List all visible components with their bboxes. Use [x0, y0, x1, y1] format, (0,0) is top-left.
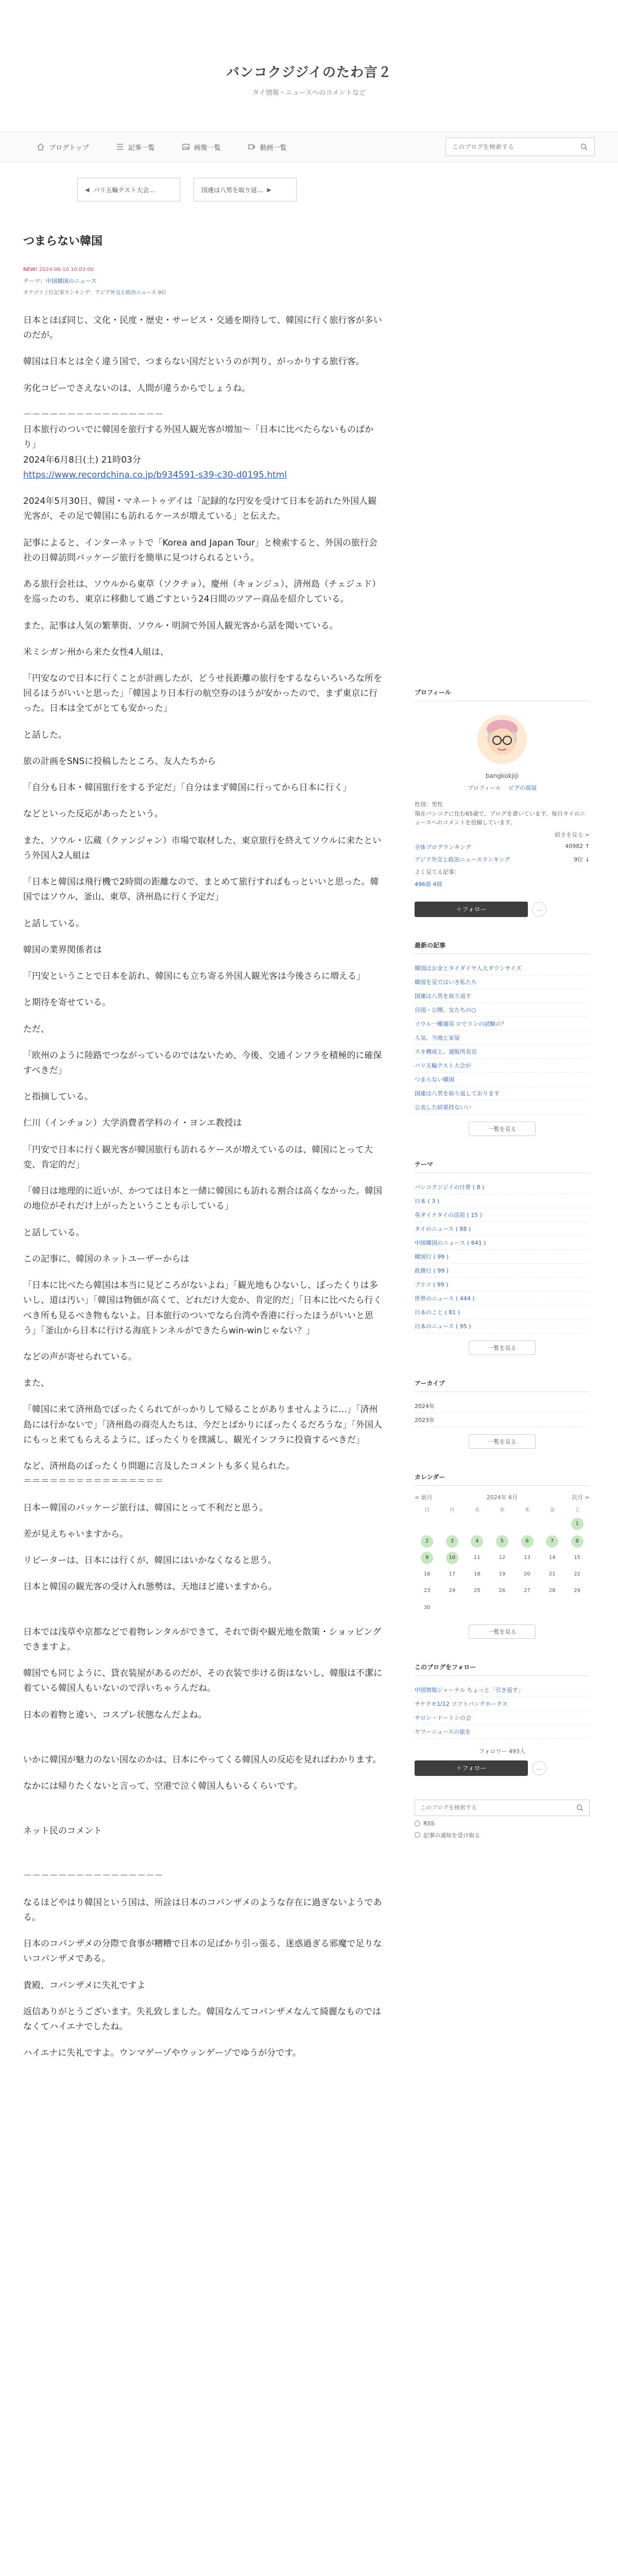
calendar-weekday: 月	[449, 1507, 455, 1513]
nav-item-articles[interactable]	[102, 132, 168, 162]
radio-icon	[415, 1832, 420, 1838]
paragraph: 日本の着物と違い、コスプレ状態なんだよね。	[23, 1709, 207, 1720]
spacer	[23, 1850, 384, 1869]
paragraph: 日本とほぼ同じ、文化・民度・歴史・サービス・交通を期待して、韓国に行く旅行客が多いのだが。	[23, 315, 382, 341]
calendar-day[interactable]	[540, 1533, 565, 1550]
list-item[interactable]: サロン・ドートンの会	[415, 1711, 590, 1725]
list-item[interactable]: 2024年	[415, 1399, 590, 1413]
calendar-section	[415, 1472, 590, 1639]
calendar-day-number: 19	[499, 1571, 506, 1577]
radio-icon	[415, 1821, 420, 1826]
calendar-week	[415, 1515, 590, 1533]
paragraph: この記事に、韓国のネットユーザーからは	[23, 1253, 190, 1264]
paragraph: 日本のコパンザメの分際で食事が糟糟で日本の足ばかり引っ張る、迷惑過ぎる邪魔で足りないコパンザメである。	[23, 1939, 382, 1964]
post-rank	[23, 288, 384, 296]
rank-category-link[interactable]: アジア外交と政治ニュース	[95, 290, 157, 296]
calendar-day	[465, 1566, 490, 1583]
list-item[interactable]: つまらない韓国	[415, 1073, 590, 1087]
list-item[interactable]: 国連は八男を取り返しております	[415, 1087, 590, 1100]
nav-label: 動画一覧	[260, 144, 287, 152]
calendar-day	[440, 1599, 465, 1617]
paragraph: 韓国でも同じように、貸衣装屋があるのだが、その衣装で歩ける街はないし、韓服は不潔に着ている韓国人もいないので浮いちゃうんだね。	[23, 1668, 382, 1694]
quote: 「円安ということで日本を訪れ、韓国にも立ち寄る外国人観光客は今後さらに増える」	[23, 971, 366, 982]
sidebar-search	[415, 1800, 590, 1816]
calendar-day	[490, 1550, 515, 1566]
calendar-day-number: 3	[446, 1535, 458, 1548]
follow-button[interactable]: ＋フォロー	[415, 902, 528, 917]
calendar-day-number: 4	[471, 1535, 483, 1548]
calendar-day-number: 1	[571, 1518, 583, 1530]
spacer	[23, 1734, 384, 1753]
paragraph: などの声が寄せられている。	[23, 1352, 137, 1363]
calendar-day-number: 23	[423, 1587, 431, 1594]
blog-counts	[415, 880, 590, 888]
notify-option[interactable]	[415, 1831, 590, 1839]
calendar-day[interactable]	[465, 1533, 490, 1550]
list-item[interactable]: ヤフーニュースの旅を	[415, 1725, 590, 1739]
calendar-day	[540, 1515, 565, 1533]
calendar-day-number: 5	[496, 1535, 508, 1548]
theme-link[interactable]: 中国韓国のニュース	[46, 278, 97, 284]
visit-label: よく見てる記事：	[415, 868, 460, 875]
calendar-day	[490, 1515, 515, 1533]
archive-heading: アーカイブ	[415, 1379, 590, 1392]
chevron-left-icon: ◀	[85, 186, 90, 193]
calendar-day-number: 26	[499, 1587, 506, 1594]
list-item[interactable]: 人気、当地と家屋	[415, 1031, 590, 1045]
paragraph: また、	[23, 1378, 49, 1389]
calendar-weekdays	[415, 1503, 590, 1515]
next-article-button[interactable]	[194, 178, 297, 201]
sidebar-search-section	[415, 1800, 590, 1839]
follower-count[interactable]: フォロワー 493人	[479, 1748, 525, 1755]
paragraph: 記事によると、インターネットで「Korea and Japan Tour」と検索すると、外国の旅行会社の日韓訪問パッケージ旅行を簡単に見つけられるという。	[23, 537, 377, 563]
calendar-day	[415, 1566, 440, 1583]
follow-row	[415, 902, 590, 917]
list-item[interactable]: ブリコ ( 99 )	[415, 1278, 590, 1292]
calendar-day	[540, 1583, 565, 1599]
theme-list	[415, 1180, 590, 1333]
image-icon	[182, 143, 190, 151]
calendar-day	[540, 1599, 565, 1617]
profile-description: 性別：男性 現在バンコクに住む65歳で、ブログを書いています。毎日タイのニュースへのコメントを投稿しています。	[415, 801, 586, 826]
paragraph: などといった反応があったという。	[23, 809, 163, 820]
theme-section	[415, 1160, 590, 1355]
calendar-week	[415, 1583, 590, 1599]
rss-label: RSS	[423, 1820, 435, 1827]
avatar[interactable]	[476, 714, 528, 765]
following-heading: このブログをフォロー	[415, 1663, 590, 1676]
paragraph: と話している。	[23, 918, 84, 929]
quote: 「円安で日本に行く観光客が韓国旅行も訪れるケースが増えているのは、韓国にとって大変、肯定的だ」	[23, 1144, 373, 1170]
following-list	[415, 1683, 590, 1739]
profile-section	[415, 688, 590, 839]
follow-button-2[interactable]: ＋フォロー	[415, 1760, 528, 1776]
post-body	[23, 313, 384, 2061]
paragraph: ハイエナに失礼ですよ。ウンマゲーゾやウッンゲーゾでゆうが分です。	[23, 2048, 301, 2059]
calendar-day[interactable]	[490, 1533, 515, 1550]
list-item[interactable]: 2023年	[415, 1413, 590, 1427]
more-options-icon[interactable]: …	[532, 902, 546, 917]
sidebar	[415, 178, 590, 2073]
prev-article-label: パリ五輪テスト大会...	[93, 186, 155, 194]
calendar-day-number: 28	[548, 1587, 556, 1594]
next-article-label: 国連は八男を取り返...	[201, 186, 263, 194]
calendar-day	[564, 1550, 590, 1566]
archive-list	[415, 1399, 590, 1427]
paragraph: ただ、	[23, 1024, 49, 1035]
source-headline: 日本旅行のついでに韓国を旅行する外国人観光客が増加～「日本に比べたらないものばかり」	[23, 425, 373, 450]
calendar-day-number: 11	[474, 1554, 480, 1561]
calendar-weekday: 水	[499, 1507, 505, 1513]
calendar-body	[415, 1515, 590, 1617]
calendar-week	[415, 1566, 590, 1583]
pigg-room-link[interactable]: ピグの部屋	[508, 785, 537, 791]
chevron-right-icon: ▶	[267, 186, 271, 193]
calendar-day-number: 6	[521, 1535, 534, 1548]
article-pager	[23, 178, 384, 201]
ranking-category[interactable]	[415, 855, 590, 863]
paragraph: など、済州島のぼったくり問題に言及したコメントも多く見られた。	[23, 1461, 295, 1472]
calendar-day	[514, 1550, 540, 1566]
calendar-day-number	[471, 1517, 483, 1530]
source-date: 2024年6月8日(土) 21時03分	[23, 454, 141, 465]
calendar-day	[514, 1515, 540, 1533]
profile-heading: プロフィール	[415, 688, 590, 701]
calendar-day-number: 30	[423, 1605, 431, 1611]
calendar-day-number	[471, 1601, 483, 1614]
calendar-weekday: 火	[474, 1507, 480, 1513]
list-item[interactable]: タイのニュース ( 88 )	[415, 1222, 590, 1236]
calendar-day-number	[571, 1601, 583, 1614]
source-link[interactable]: https://www.recordchina.co.jp/b934591-s39-c30-d0195.html	[23, 469, 287, 480]
calendar-week	[415, 1533, 590, 1550]
calendar-day-number: 14	[548, 1554, 556, 1561]
rank-number: 9位	[158, 290, 166, 296]
calendar-day-number	[496, 1601, 508, 1614]
calendar-day-number: 9	[421, 1552, 433, 1564]
theme-label: テーマ：	[23, 278, 46, 284]
new-badge: NEW!	[23, 267, 38, 273]
list-item[interactable]: バンコクジジイの日常 ( 8 )	[415, 1180, 590, 1194]
paragraph: 日本では浅草や京都などで着物レンタルができて、それで街や観光地を散策・ショッピングできますよ。	[23, 1626, 381, 1652]
calendar-day	[540, 1566, 565, 1583]
paragraph: 韓国は日本とは全く違う国で、つまらない国だというのが判り、がっかりする旅行客。	[23, 357, 365, 367]
calendar-day	[514, 1599, 540, 1617]
calendar-day	[490, 1599, 515, 1617]
calendar-day	[540, 1550, 565, 1566]
calendar-day-number	[421, 1517, 433, 1530]
spacer	[23, 1805, 384, 1824]
recent-posts-heading: 最新の記事	[415, 941, 590, 954]
nav-item-videos[interactable]	[234, 132, 300, 162]
paragraph: 2024年5月30日、韓国・マネートゥデイは「記録的な円安を受けて日本を訪れた外国人観光客が、その足で韓国にも訪れるケースが増えている」と伝えた。	[23, 496, 377, 522]
calendar-day	[564, 1583, 590, 1599]
calendar-day	[514, 1583, 540, 1599]
calendar-nav	[415, 1493, 590, 1501]
quote: 「韓国に来て済州島でぼったくられてがっかりして帰ることがありませんように…」「済州島には行かないで」「済州島の商売人たちは、今だとばかりにぼったくるだろうな」「外国人にもっと来てもらえるように、ぼったくりを撲滅し、観光インフラに投資するべきだ」	[23, 1404, 382, 1445]
paragraph: いかに韓国が魅力のない国なのかは、日本にやってくる韓国人の反応を見ればわかります。	[23, 1754, 382, 1765]
calendar-weekday: 土	[574, 1507, 580, 1513]
calendar-weekday: 日	[424, 1507, 430, 1513]
calendar-day	[514, 1566, 540, 1583]
list-item[interactable]: 中国韓国のニュース ( 641 )	[415, 1236, 590, 1250]
profile-links	[415, 784, 590, 792]
list-item[interactable]: 自国・公開、女たちの○	[415, 1003, 590, 1017]
calendar-day	[415, 1599, 440, 1617]
paragraph: 返信ありがとうございます。失礼致しました。韓国なんてコパンザメなんて綺麗なものではなくてハイエナでしたね。	[23, 2006, 381, 2032]
global-nav	[0, 131, 618, 162]
calendar-day	[465, 1583, 490, 1599]
paragraph: 貴殿、コパンザメに失礼ですよ	[23, 1980, 146, 1991]
calendar-weekday: 金	[550, 1507, 555, 1513]
follow-row-2	[415, 1760, 590, 1776]
calendar-day[interactable]	[415, 1533, 440, 1550]
calendar-day-number: 7	[546, 1535, 558, 1548]
profile-name[interactable]: bangkokjiji	[485, 772, 519, 779]
calendar-day-number	[446, 1517, 458, 1530]
calendar-day[interactable]	[564, 1515, 590, 1533]
recent-posts-section	[415, 941, 590, 1136]
paragraph: また、ソウル・広蔵（クァンジャン）市場で取材した、東京旅行を終えてソウルに来たという外国人2人組は	[23, 835, 382, 861]
calendar-day-number	[546, 1517, 558, 1530]
ranking-overall[interactable]	[415, 843, 590, 851]
calendar-day-number	[521, 1601, 534, 1614]
list-item[interactable]: 英ダイナタイの活用 ( 15 )	[415, 1208, 590, 1222]
list-item[interactable]: 日本のこと ( 81 )	[415, 1306, 590, 1319]
calendar-day-number: 24	[449, 1587, 456, 1594]
list-item[interactable]: 国連は八男を取り返す	[415, 989, 590, 1003]
sidebar-search-input[interactable]	[420, 1804, 576, 1811]
ranking-number: 40982 ↑	[565, 842, 590, 850]
post-theme	[23, 277, 384, 285]
nav-label: ブログトップ	[49, 144, 89, 152]
search-input[interactable]	[452, 143, 580, 150]
paragraph: 日本ー韓国のパッケージ旅行は、韓国にとって不利だと思う。	[23, 1502, 268, 1513]
calendar-day-number: 25	[474, 1587, 480, 1594]
calendar-day-number: 13	[524, 1554, 530, 1561]
calendar-week	[415, 1599, 590, 1617]
calendar-day-number: 17	[449, 1571, 456, 1577]
quote: 「自分も日本・韓国旅行をする予定だ」「自分はまず韓国に行ってから日本に行く」	[23, 783, 352, 793]
separator: －－－－－－－－－－－－－－－－	[23, 409, 163, 420]
post-meta	[23, 267, 384, 273]
list-item[interactable]: ソウル一種適用 ロでリンの試験の？	[415, 1017, 590, 1031]
list-item[interactable]: 韓国を見ではいき私たち	[415, 975, 590, 989]
nav-item-blog-top[interactable]	[23, 132, 102, 162]
calendar-day-number: 29	[574, 1587, 581, 1594]
calendar-day-number	[496, 1517, 508, 1530]
calendar-day[interactable]	[440, 1550, 465, 1566]
main-content	[23, 178, 384, 2073]
calendar-day	[465, 1515, 490, 1533]
list-item[interactable]: 日本のニュース ( 95 )	[415, 1319, 590, 1333]
calendar-day-number: 27	[524, 1587, 530, 1594]
paragraph: なかには帰りたくないと言って、空港で泣く韓国人もいるくらいです。	[23, 1781, 303, 1791]
paragraph: 日本と韓国の観光客の受け入れ態勢は、天地ほど違いますから。	[23, 1582, 277, 1592]
list-item[interactable]: 公表した結果持ないい	[415, 1100, 590, 1114]
notify-label: 記事の通知を受け取る	[423, 1832, 480, 1839]
list-item[interactable]: パリ五輪テスト大会が	[415, 1059, 590, 1073]
paragraph: と話している。	[23, 1227, 84, 1238]
blog-count-link[interactable]: 496冊	[415, 880, 431, 888]
calendar-day	[440, 1515, 465, 1533]
separator: －－－－－－－－－－－－－－－－	[23, 1871, 163, 1882]
profile-link[interactable]: プロフィール	[468, 785, 501, 791]
calendar-day[interactable]	[415, 1550, 440, 1566]
list-item[interactable]: 政務行 ( 99 )	[415, 1264, 590, 1278]
nav-label: 記事一覧	[128, 144, 155, 152]
paragraph: 仁川（インチョン）大学消費者学科のイ・ヨンエ教授は	[23, 1118, 242, 1129]
search-icon[interactable]	[576, 1804, 584, 1812]
calendar-day	[465, 1599, 490, 1617]
calendar-day-number: 10	[446, 1552, 458, 1564]
theme-more-button[interactable]: 一覧を見る	[469, 1341, 536, 1355]
quote: 「円安なので日本に行くことが計画したが、どうせ長距離の旅行をするならいろいろな所を回るほうがいいと思った」「韓国より日本行の航空券のほうが安かったので、まず東京に行った。日本は全てがとても安かった」	[23, 673, 382, 714]
rss-option[interactable]	[415, 1820, 590, 1827]
list-item[interactable]: 韓国行 ( 99 )	[415, 1250, 590, 1264]
calendar-next[interactable]: 次月 >	[572, 1494, 590, 1501]
calendar-day	[415, 1515, 440, 1533]
calendar-day-number: 12	[499, 1554, 506, 1561]
separator: ＝＝＝＝＝＝＝＝＝＝＝＝＝＝＝＝	[23, 1476, 163, 1487]
site-header	[0, 0, 618, 131]
paragraph: なるほどやはり韓国という国は、所詮は日本のコパンザメのような存在に過ぎないようである。	[23, 1897, 382, 1923]
calendar-weekday: 木	[524, 1507, 530, 1513]
list-item[interactable]: チケクモ1/12 ソフトバンクホークス	[415, 1697, 590, 1711]
quote: 「日本と韓国は飛行機で2時間の距離なので、まとめて旅行すればもっといいと思った。韓国ではソウル、釜山、東草、済州島に行く予定だ」	[23, 877, 379, 903]
calendar-day	[564, 1566, 590, 1583]
calendar-day[interactable]	[514, 1533, 540, 1550]
list-item[interactable]: スキ構成と、通販所長官	[415, 1045, 590, 1059]
calendar-day[interactable]	[564, 1533, 590, 1550]
paragraph: 劣化コピーでさえないのは、人間が違うからでしょうね。	[23, 383, 251, 394]
paragraph: と期待を寄せている。	[23, 997, 111, 1008]
video-icon	[248, 143, 256, 151]
home-icon	[37, 143, 45, 151]
quote: 「韓日は地理的に近いが、かつては日本と一緒に韓国にも訪れる割合は高くなかった。韓国の地位がそれだけ上がったということも示している」	[23, 1186, 382, 1212]
calendar-day	[490, 1566, 515, 1583]
calendar-day-number: 18	[474, 1571, 480, 1577]
profile-more-link[interactable]: 続きを見る >	[555, 831, 590, 838]
nav-label: 画像一覧	[194, 144, 221, 152]
archive-section	[415, 1379, 590, 1449]
page-container	[23, 162, 595, 2073]
theme-heading: テーマ	[415, 1160, 590, 1173]
quote: 「日本に比べたら韓国は本当に見どころがないよね」「観光地もひないし、ぼったくりは多いし、道は汚い」「韓国は物価が高くて、どれだけ大変か、肯定的だ」「日本に比べたら行くべき所も見るべき物もないよ。日本旅行のついでなら台湾や香港に行ったほうがいいと思う」「釜山から日本に行ける海底トンネルができたらwin-winじゃない？」	[23, 1280, 382, 1336]
calendar-day-number: 15	[574, 1554, 581, 1561]
following-section	[415, 1663, 590, 1776]
recent-more-button[interactable]: 一覧を見る	[469, 1122, 536, 1136]
ranking-number: 9位 ↓	[574, 856, 590, 863]
calendar-day-number: 16	[423, 1571, 431, 1577]
ranking-label: 全体ブログランキング	[415, 843, 471, 851]
list-item[interactable]: 日本 ( 3 )	[415, 1194, 590, 1208]
recent-posts-list	[415, 961, 590, 1114]
calendar-day-number	[446, 1601, 458, 1614]
calendar-day	[440, 1566, 465, 1583]
paragraph: リピーターは、日本には行くが、韓国にはいかなくなると思う。	[23, 1555, 277, 1566]
paragraph: ある旅行会社は、ソウルから東草（ソクチョ）、慶州（キョンジュ）、済州島（チェジュド）を巡ったのち、東京に移動して過ごすという24日間のツアー商品を紹介している。	[23, 579, 381, 605]
paragraph: ネット民のコメント	[23, 1826, 102, 1837]
calendar-day	[440, 1583, 465, 1599]
calendar-month: 2024年 6月	[486, 1494, 518, 1501]
calendar-heading: カレンダー	[415, 1472, 590, 1486]
blog-count-secondary[interactable]: 4冊	[433, 880, 442, 888]
paragraph: また、記事は人気の繁華街、ソウル・明洞で外国人観光客から話を聞いている。	[23, 620, 338, 631]
nav-item-images[interactable]	[168, 132, 234, 162]
site-description: タイ情報・ニュースへのコメントなど	[252, 89, 366, 97]
ranking-label: アジア外交と政治ニュースランキング	[415, 856, 510, 863]
list-item[interactable]: 韓国はお金とタイダイヤ人大ダウンサイズ	[415, 961, 590, 975]
calendar-day	[490, 1583, 515, 1599]
calendar-day-number: 8	[571, 1535, 583, 1548]
calendar-day[interactable]	[440, 1533, 465, 1550]
search-icon[interactable]	[580, 143, 588, 151]
calendar-day-number	[546, 1601, 558, 1614]
post-title: つまらない韓国	[23, 235, 103, 248]
list-icon	[116, 143, 124, 151]
calendar-day-number: 22	[574, 1571, 581, 1577]
paragraph: 差が見えちゃいますから。	[23, 1529, 128, 1539]
calendar-prev[interactable]: < 前月	[415, 1494, 433, 1501]
calendar-week	[415, 1550, 590, 1566]
spacer	[23, 1606, 384, 1625]
paragraph: 旅の計画をSNSに投稿したところ、友人たちから	[23, 756, 216, 767]
paragraph: 韓国の業界関係者は	[23, 944, 102, 955]
paragraph: と話した。	[23, 730, 67, 740]
calendar-day	[415, 1583, 440, 1599]
list-item[interactable]: 世界のニュース ( 444 )	[415, 1292, 590, 1306]
post-date: 2024-06-10 10:03:00	[39, 267, 94, 273]
paragraph: と指摘している。	[23, 1092, 93, 1103]
calendar-more-button[interactable]: 一覧を見る	[469, 1624, 536, 1639]
rank-label: カテゴリ上位記事ランキング：	[23, 290, 95, 296]
quote: 「欧州のように陸路でつながっているのではないため、今後、交通インフラを積極的に確保すべきだ」	[23, 1050, 382, 1076]
list-item[interactable]: 中国情報ジャーナル ちょっと「引き返す」	[415, 1683, 590, 1697]
calendar-day	[465, 1550, 490, 1566]
calendar-day-number	[521, 1517, 534, 1530]
more-options-icon[interactable]: …	[532, 1761, 546, 1775]
calendar-day	[564, 1599, 590, 1617]
calendar	[415, 1503, 590, 1617]
calendar-day-number: 2	[421, 1535, 433, 1548]
archive-more-button[interactable]: 一覧を見る	[469, 1434, 536, 1449]
site-title[interactable]: バンコクジジイのたわ言２	[226, 65, 392, 80]
visit-info	[415, 868, 590, 876]
paragraph: 米ミシガン州から来た女性4人組は、	[23, 647, 169, 657]
calendar-day-number: 20	[524, 1571, 530, 1577]
prev-article-button[interactable]	[77, 178, 180, 201]
calendar-day-number: 21	[548, 1571, 556, 1577]
nav-search	[445, 138, 595, 156]
